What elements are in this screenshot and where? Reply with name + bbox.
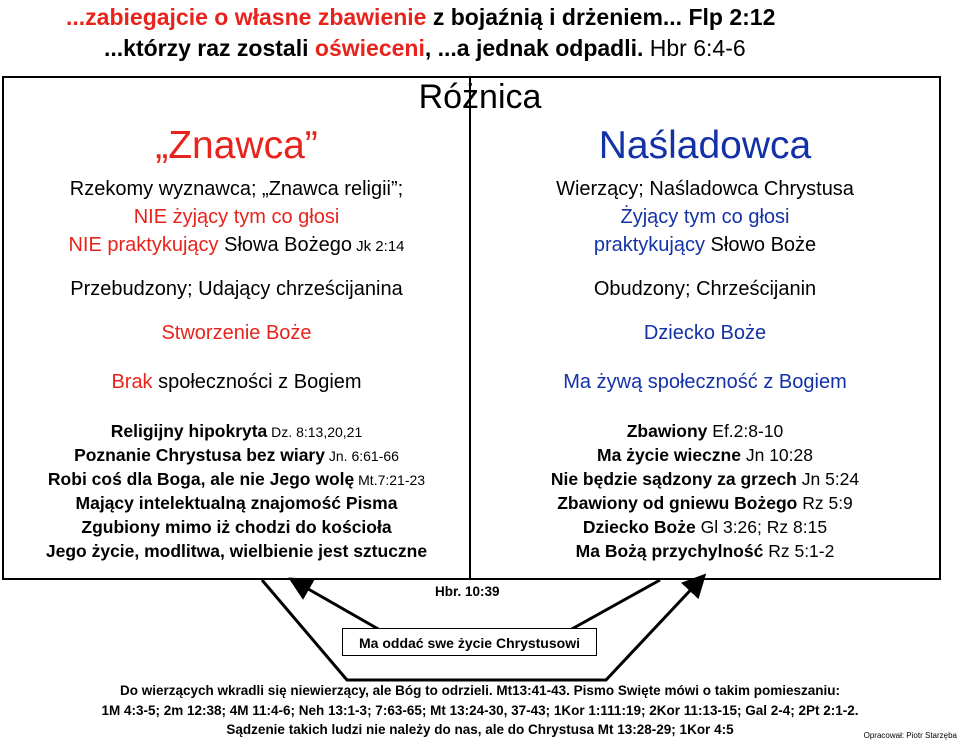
right-list-item: Zbawiony Ef.2:8-10 [626,421,784,441]
left-desc-3-highlight: NIE praktykujący [68,234,219,256]
right-desc-1: Wierzący; Naśladowca Chrystusa [556,178,854,200]
left-list-item: Poznanie Chrystusa bez wiary Jn. 6:61-66 [74,445,399,465]
left-state: Przebudzony; Udający chrześcijanina [70,278,403,300]
left-list-item: Zgubiony mimo iż chodzi do kościoła [81,517,392,537]
bridge-label: Ma oddać swe życie Chrystusowi [342,628,597,656]
left-desc-3-ref: Jk 2:14 [351,238,405,255]
header-ref-2: Hbr 6:4-6 [643,35,746,61]
bridge-ref: Hbr. 10:39 [435,584,500,599]
right-desc-3-highlight: praktykujący [593,234,705,256]
right-community-highlight: Ma [563,371,592,393]
right-desc-2-text: tym co głosi [678,206,790,228]
footer-line-2: 1M 4:3-5; 2m 12:38; 4M 11:4-6; Neh 13:1-3; 7:63-65; Mt 13:24-30, 37-43; 1Kor 1:111:19; 2Kor 11:13-15; Gal 2-4; 2Pt 2:1-2. [101,703,859,718]
right-list-item: Ma Bożą przychylność Rz 5:1-2 [575,541,835,561]
right-desc-3-text: Słowo Boże [704,234,817,256]
header-quote-1: ...zabiegajcie o własne zbawienie [66,4,427,30]
left-heading: „Znawca” [155,124,318,167]
footer-line-3: Sądzenie takich ludzi nie należy do nas, ale do Chrystusa Mt 13:28-29; 1Kor 4:5 [226,722,734,737]
footer-line-1: Do wierzących wkradli się niewierzący, ale Bóg to odrzieli. Mt13:41-43. Pismo Swięte mówi o takim pomieszaniu: [120,683,840,698]
left-community-highlight: Brak [111,371,153,393]
left-community-text: społeczności z Bogiem [152,371,362,393]
left-creation: Stworzenie Boże [161,322,312,344]
left-list-item: Jego życie, modlitwa, wielbienie jest sztuczne [45,541,428,561]
right-desc-2-highlight: Żyjący [620,206,679,228]
header-ref-1: Flp 2:12 [688,4,776,30]
left-desc-3-text: Słowa Bożego [218,234,352,256]
author-credit: Opracował: Piotr Starzęba [863,731,957,740]
header-highlight: oświeceni [314,35,425,61]
header-quote-2: ...którzy raz zostali [104,35,315,61]
left-list-item: Religijny hipokryta Dz. 8:13,20,21 [110,421,363,441]
right-child: Dziecko Boże [643,322,767,344]
page-title: Różnica [418,78,542,116]
left-desc-2: NIE żyjący tym co głosi [133,206,340,228]
right-list-item: Ma życie wieczne Jn 10:28 [597,445,813,465]
right-community-text: żywą społeczność z Bogiem [591,371,847,393]
right-list-item: Dziecko Boże Gl 3:26; Rz 8:15 [582,517,828,537]
right-list-item: Zbawiony od gniewu Bożego Rz 5:9 [557,493,853,513]
left-list-item: Robi coś dla Boga, ale nie Jego wolę Mt.7:21-23 [47,469,426,489]
left-desc-1: Rzekomy wyznawca; „Znawca religii”; [69,178,404,200]
right-state: Obudzony; Chrześcijanin [593,278,817,300]
right-list-item: Nie będzie sądzony za grzech Jn 5:24 [550,469,860,489]
right-heading: Naśladowca [598,124,812,167]
header-quote-1-rest: z bojaźnią i drżeniem... [426,4,689,30]
header-quote-2-rest: , ...a jednak odpadli. [424,35,644,61]
left-list-item: Mający intelektualną znajomość Pisma [75,493,398,513]
